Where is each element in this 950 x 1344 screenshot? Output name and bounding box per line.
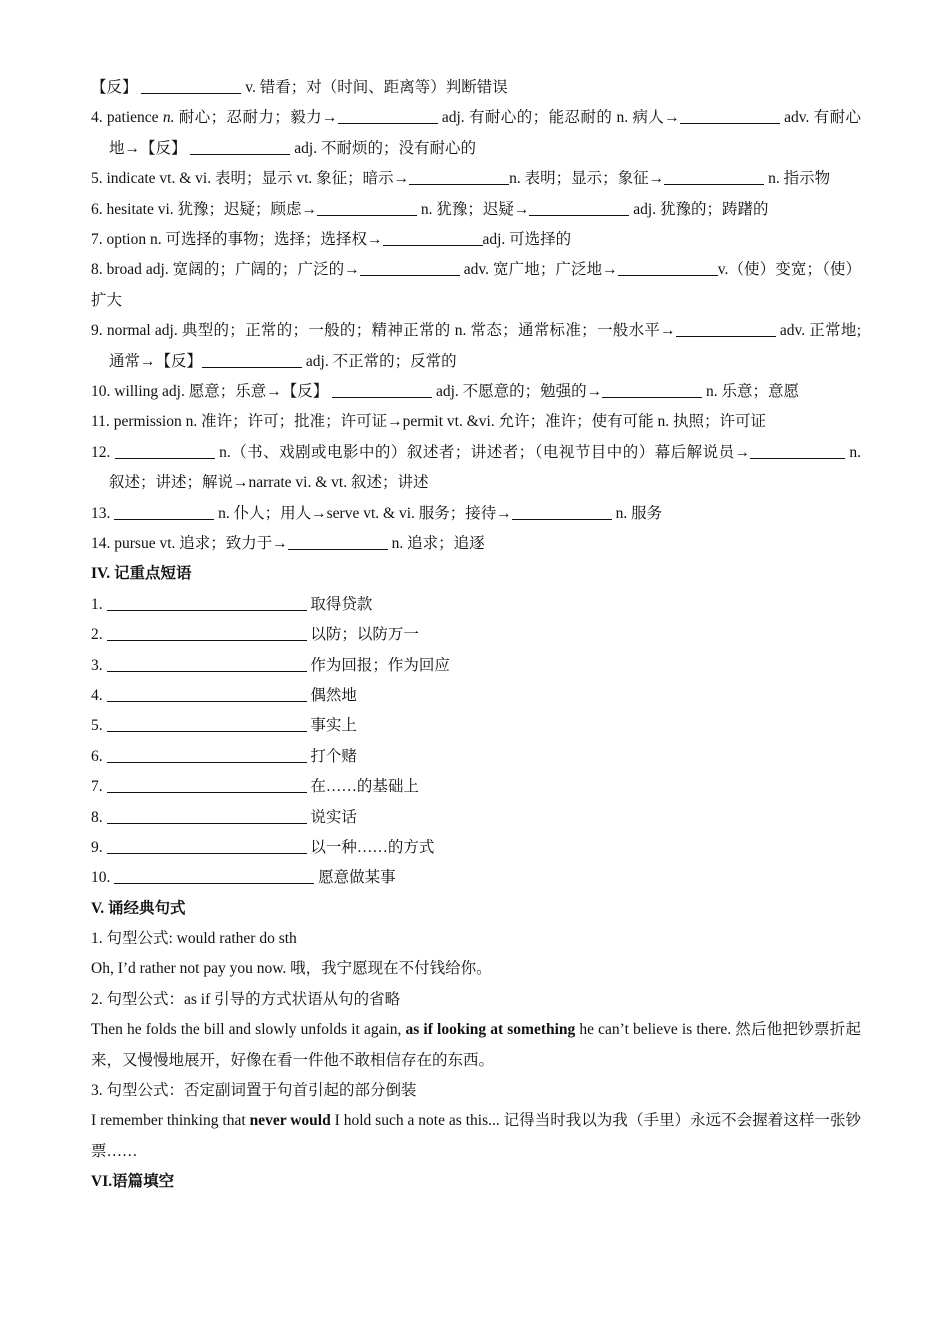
vocab-item-11: 11. permission n. 准许；许可；批准；许可证→permit vt. &vi. 允许；准许；使有可能 n. 执照；许可证 [91, 413, 766, 431]
section-heading-sentences: V. 诵经典句式 [91, 899, 186, 917]
blank [288, 531, 388, 550]
blank [815, 440, 845, 459]
vocab-item-5: 5. indicate vt. & vi. 表明；显示 vt. 象征；暗示→ n. 表明；显示；象征→ n. 指示物 [91, 164, 861, 194]
blank [360, 257, 460, 276]
section-heading-cloze: VI.语篇填空 [91, 1173, 175, 1191]
sentence-formula-3: 3. 句型公式：否定副词置于句首引起的部分倒装 [91, 1082, 417, 1100]
sentence-formula-2: 2. 句型公式：as if 引导的方式状语从句的省略 [91, 990, 401, 1008]
phrase-item: 1. 取得贷款 [91, 590, 861, 620]
blank [115, 440, 215, 459]
vocab-item-4: 4. patience n. 耐心；忍耐力；毅力→ adj. 有耐心的；能忍耐的 n. 病人→ adv. 有耐心地→【反】 adj. 不耐烦的；没有耐心的 [91, 103, 861, 164]
vocab-item-8: 8. broad adj. 宽阔的；广阔的；广泛的→ adv. 宽广地；广泛地→ v.（使）变宽；（使）扩大 [91, 255, 861, 316]
phrase-item: 10. 愿意做某事 [91, 863, 861, 893]
blank [529, 197, 629, 216]
vocab-item-9: 9. normal adj. 典型的；正常的；一般的；精神正常的 n. 常态；通常标准；一般水平→ adv. 正常地;通常→【反】 adj. 不正常的；反常的 [91, 316, 861, 377]
blank [676, 318, 776, 337]
vocab-item-12: 12. n.（书、戏剧或电影中的）叙述者；讲述者；（电视节目中的）幕后解说员→ n. 叙述；讲述；解说→narrate vi. & vt. 叙述；讲述 [91, 438, 861, 499]
blank [602, 379, 702, 398]
section-heading-phrases: IV. 记重点短语 [91, 565, 192, 583]
vocab-item-13: 13. n. 仆人；用人→serve vt. & vi. 服务；接待→ n. 服务 [91, 499, 861, 529]
blank [317, 197, 417, 216]
blank [664, 166, 764, 185]
sentence-example-1: Oh, I’d rather not pay you now. 哦，我宁愿现在不付钱给你。 [91, 960, 492, 978]
blank [750, 440, 815, 459]
blank [512, 501, 612, 520]
phrase-item: 7. 在……的基础上 [91, 772, 861, 802]
phrase-item: 2. 以防；以防万一 [91, 620, 861, 650]
phrase-blank [107, 835, 307, 854]
document-content [91, 73, 861, 1198]
phrase-blank [107, 622, 307, 641]
vocab-item-10: 10. willing adj. 愿意；乐意→【反】 adj. 不愿意的；勉强的→ n. 乐意；意愿 [91, 377, 861, 407]
phrase-blank [114, 865, 314, 884]
vocab-meaning: v. 错看；对（时间、距离等）判断错误 [241, 79, 508, 96]
sentence-formula-1: 1. 句型公式: would rather do sth [91, 930, 297, 948]
phrase-blank [107, 805, 307, 824]
blank [190, 136, 290, 155]
sentence-example-2: Then he folds the bill and slowly unfolds it again, as if looking at something he can’t believe is there. 然后他把钞票折起来，又慢慢地展开，好像在看一件他不敢相信存在的东西。 [91, 1021, 861, 1069]
sentence-example-3: I remember thinking that never would I hold such a note as this... 记得当时我以为我（手里）永远不会握着这样一张钞票…… [91, 1112, 861, 1160]
blank [141, 75, 241, 94]
vocab-item-14: 14. pursue vt. 追求；致力于→ n. 追求；追逐 [91, 529, 861, 559]
vocab-line-0 [91, 73, 861, 103]
blank [114, 501, 214, 520]
blank [383, 227, 483, 246]
phrase-item: 4. 偶然地 [91, 681, 861, 711]
vocab-prefix: 【反】 [91, 79, 142, 96]
phrase-item: 8. 说实话 [91, 803, 861, 833]
blank [409, 166, 509, 185]
phrase-blank [107, 592, 307, 611]
phrase-blank [107, 744, 307, 763]
blank [202, 349, 302, 368]
blank [332, 379, 432, 398]
blank [680, 105, 780, 124]
phrase-item: 9. 以一种……的方式 [91, 833, 861, 863]
phrase-blank [107, 653, 307, 672]
phrase-blank [107, 683, 307, 702]
phrase-blank [107, 774, 307, 793]
phrase-blank [107, 713, 307, 732]
blank [338, 105, 438, 124]
blank [618, 257, 718, 276]
phrase-item: 6. 打个赌 [91, 742, 861, 772]
vocab-item-6: 6. hesitate vi. 犹豫；迟疑；顾虑→ n. 犹豫；迟疑→ adj. 犹豫的；踌躇的 [91, 195, 861, 225]
phrase-item: 5. 事实上 [91, 711, 861, 741]
phrase-item: 3. 作为回报；作为回应 [91, 651, 861, 681]
vocab-item-7: 7. option n. 可选择的事物；选择；选择权→ adj. 可选择的 [91, 225, 861, 255]
